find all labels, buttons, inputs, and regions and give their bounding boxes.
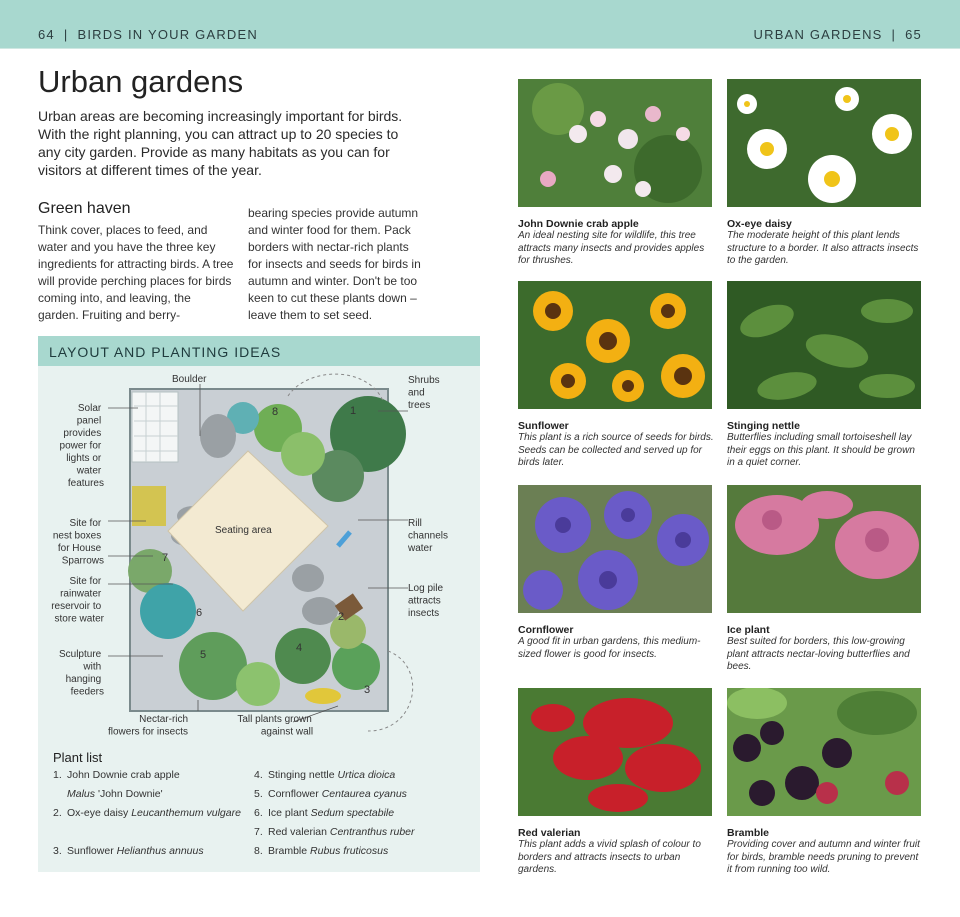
plant-list-item: 4. Stinging nettle Urtica dioica	[254, 769, 396, 781]
plant-list-item-spacer	[53, 823, 253, 842]
nectar-planting	[132, 486, 166, 526]
cornflower-photo	[518, 485, 712, 613]
right-running-head	[754, 27, 922, 42]
rainwater-planting	[140, 583, 196, 639]
body-column-2: bearing species provide autumn and winter food for them. Pack borders with nectar-rich plants for insects and seeds for birds in autumn and winter. Don't be too keen to cut these plants down – leave them to set seed.	[248, 206, 421, 322]
red-valerian-photo	[518, 688, 712, 816]
plant-card-sunflower	[518, 281, 714, 470]
card-title: Cornflower	[518, 624, 574, 636]
crab-apple-photo	[518, 79, 712, 207]
plant-card-ice-plant	[727, 485, 923, 674]
card-title: John Downie crab apple	[518, 218, 639, 230]
label-solar: Solar panel provides power for lights or water features	[59, 403, 104, 489]
left-section-title: BIRDS IN YOUR GARDEN	[77, 27, 258, 42]
plan-number: 3	[364, 684, 371, 696]
label-log: Log pile attracts insects	[408, 583, 444, 619]
card-title: Red valerian	[518, 827, 581, 839]
label-rill: Rill channels water	[408, 518, 449, 554]
plan-number: 8	[272, 406, 279, 418]
sunflower-photo	[518, 281, 712, 409]
plan-number: 5	[200, 649, 207, 661]
plan-number: 7	[162, 552, 169, 564]
card-title: Sunflower	[518, 420, 569, 432]
layout-panel-title: LAYOUT AND PLANTING IDEAS	[49, 344, 282, 360]
plant-card-cornflower	[518, 485, 714, 661]
plant-list-item: 7. Red valerian Centranthus ruber	[254, 826, 415, 838]
plant-list-item-latin: Malus 'John Downie'	[67, 788, 163, 800]
right-page-number: 65	[905, 27, 922, 42]
card-description: The moderate height of this plant lends structure to a border. It also attracts insects to the garden.	[727, 230, 919, 266]
shrub	[281, 432, 325, 476]
label-boulder: Boulder	[172, 374, 207, 385]
plan-number: 4	[296, 642, 303, 654]
layout-panel-header	[38, 336, 480, 366]
body-column-1: Think cover, places to feed, and water and you have the three key ingredients for attracting birds. A tree will provide perching places for birds coming into, and leaving, the garden. Fruiting and berry-	[38, 223, 234, 322]
card-title: Bramble	[727, 827, 770, 839]
card-description: An ideal nesting site for wildlife, this tree attracts many insects and provides apples for thrushes.	[518, 230, 705, 266]
intro-text: Urban areas are becoming increasingly important for birds. With the right planning, you can attract up to 20 species to any city garden. Provide as many habitats as you can for visitors at different times of the year.	[38, 108, 403, 178]
plant-list-item: 5. Cornflower Centaurea cyanus	[254, 788, 407, 800]
card-title: Stinging nettle	[727, 420, 800, 432]
left-page-number: 64	[38, 27, 55, 42]
plant-list-title: Plant list	[53, 750, 103, 765]
stepping-stone	[302, 597, 338, 625]
plant-card-bramble	[727, 688, 923, 877]
label-nectar: Nectar-rich flowers for insects	[107, 714, 189, 738]
header-rule	[0, 48, 960, 49]
shrub	[332, 642, 380, 690]
left-running-head	[38, 27, 258, 42]
label-shrubs: Shrubs and trees	[408, 375, 440, 411]
plant-card-crab-apple	[518, 79, 714, 268]
card-title: Ice plant	[727, 624, 770, 636]
right-section-title: URBAN GARDENS	[753, 27, 883, 42]
section-heading: Green haven	[38, 200, 131, 217]
separator: |	[63, 27, 69, 42]
plan-number: 2	[338, 611, 345, 623]
card-description: Providing cover and autumn and winter fruit for birds, bramble needs pruning to prevent it from running too wild.	[727, 839, 920, 875]
plant-list-item: 8. Bramble Rubus fruticosus	[254, 845, 389, 857]
separator: |	[891, 27, 897, 42]
shrub	[275, 628, 331, 684]
plant-list-item: 3. Sunflower Helianthus annuus	[53, 845, 204, 857]
card-description: This plant is a rich source of seeds for birds. Seeds can be collected and served up for birds later.	[518, 432, 714, 468]
plant-list-column-1	[53, 766, 253, 861]
page-title: Urban gardens	[38, 64, 244, 99]
stepping-stone	[292, 564, 324, 592]
label-nest: Site for nest boxes for House Sparrows	[52, 518, 104, 567]
label-sculpture: Sculpture with hanging feeders	[58, 649, 104, 698]
label-rain: Site for rainwater reservoir to store water	[51, 576, 104, 625]
plant-list-item: 1. John Downie crab apple	[53, 769, 180, 781]
label-tall: Tall plants grown against wall	[237, 714, 314, 738]
card-title: Ox-eye daisy	[727, 218, 792, 230]
stinging-nettle-photo	[727, 281, 921, 409]
layout-panel	[38, 336, 480, 872]
garden-plan-illustration	[38, 366, 480, 746]
card-description: This plant adds a vivid splash of colour to borders and attracts insects to urban gardens.	[518, 839, 701, 875]
card-description: Best suited for borders, this low-growing plant attracts nectar-loving butterflies and bees.	[727, 636, 910, 672]
card-description: Butterflies including small tortoiseshell lay their eggs on this plant. It should be grown in a quiet corner.	[727, 432, 915, 468]
plan-number: 6	[196, 607, 203, 619]
shrub	[236, 662, 280, 706]
tall-plants	[305, 688, 341, 704]
bramble-photo	[727, 688, 921, 816]
ox-eye-daisy-photo	[727, 79, 921, 207]
plant-card-ox-eye-daisy	[727, 79, 923, 268]
plant-list-item: 2. Ox-eye daisy Leucanthemum vulgare	[53, 807, 241, 819]
ice-plant-photo	[727, 485, 921, 613]
plant-list-item: 6. Ice plant Sedum spectabile	[254, 807, 395, 819]
plant-list-column-2	[254, 766, 474, 861]
plant-card-stinging-nettle	[727, 281, 923, 470]
boulder-shape	[200, 414, 236, 458]
page-header	[0, 0, 960, 48]
plant-card-red-valerian	[518, 688, 714, 877]
label-seating: Seating area	[215, 525, 272, 536]
card-description: A good fit in urban gardens, this medium-sized flower is good for insects.	[518, 636, 701, 660]
plan-number: 1	[350, 405, 357, 417]
